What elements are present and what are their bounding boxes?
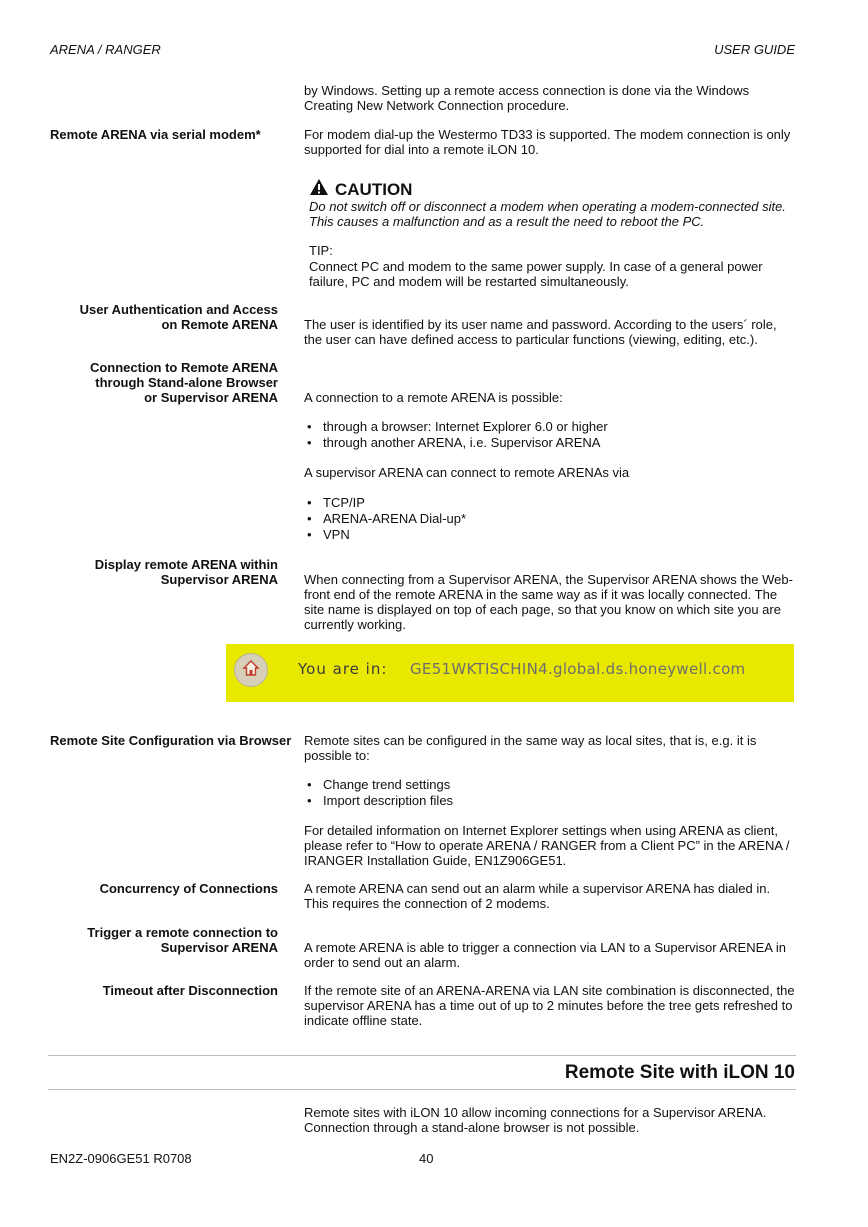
caution-text: Do not switch off or disconnect a modem when operating a modem-connected site. This causes a malfunction and as a result the need to reboot the PC.: [309, 199, 786, 229]
site-config-bullets: [304, 777, 453, 809]
header-left: ARENA / RANGER: [50, 42, 161, 57]
label-concurrency: Concurrency of Connections: [99, 881, 278, 896]
tip-label: TIP:: [309, 243, 333, 258]
caution-heading: [309, 178, 412, 201]
text-trigger: A remote ARENA is able to trigger a connection via LAN to a Supervisor ARENEA in order to send out an alarm.: [304, 940, 786, 970]
intro-text: by Windows. Setting up a remote access connection is done via the Windows Creating New Network Connection procedure.: [304, 83, 750, 113]
label-serial-modem: Remote ARENA via serial modem*: [50, 127, 261, 142]
connection-bullets: [304, 419, 608, 451]
text-serial-modem: For modem dial-up the Westermo TD33 is supported. The modem connection is only supported for dial into a remote iLON 10.: [304, 127, 791, 157]
footer-page-number: 40: [419, 1151, 434, 1166]
text-site-config: Remote sites can be configured in the same way as local sites, that is, e.g. it is possible to:: [304, 733, 757, 763]
list-item: • Import description files: [304, 793, 453, 809]
header-right: USER GUIDE: [714, 42, 795, 57]
home-icon: [242, 659, 260, 682]
label-site-config: Remote Site Configuration via Browser: [50, 733, 292, 748]
list-item: • TCP/IP: [304, 495, 466, 511]
list-item: • ARENA-ARENA Dial-up*: [304, 511, 466, 527]
text-connection: A connection to a remote ARENA is possible:: [304, 390, 563, 405]
text-display-remote: When connecting from a Supervisor ARENA, the Supervisor ARENA shows the Web-front end of the remote ARENA in the same way as if it was locally connected. The site name is displayed on top of each page, so that you know on which site you are currently working.: [304, 572, 793, 632]
section-rule-top: [48, 1055, 796, 1056]
home-button[interactable]: [234, 653, 268, 687]
list-item: • through another ARENA, i.e. Supervisor ARENA: [304, 435, 608, 451]
banner-label: You are in:: [298, 660, 388, 678]
label-trigger: Trigger a remote connection to Supervisor ARENA: [87, 925, 278, 955]
caution-title: CAUTION: [335, 179, 413, 199]
label-connection: Connection to Remote ARENA through Stand-alone Browser or Supervisor ARENA: [89, 360, 278, 405]
text-concurrency: A remote ARENA can send out an alarm while a supervisor ARENA has dialed in. This requires the connection of 2 modems.: [304, 881, 771, 911]
connection-bullets-2: [304, 495, 466, 543]
banner-site-name: GE51WKTISCHIN4.global.ds.honeywell.com: [410, 660, 746, 678]
text-ilon: Remote sites with iLON 10 allow incoming connections for a Supervisor ARENA. Connection through a stand-alone browser is not possible.: [304, 1105, 767, 1135]
list-item: • through a browser: Internet Explorer 6.0 or higher: [304, 419, 608, 435]
site-location-banner: [226, 644, 794, 702]
list-item: • VPN: [304, 527, 466, 543]
section-title: Remote Site with iLON 10: [564, 1062, 795, 1083]
tip-text: Connect PC and modem to the same power supply. In case of a general power failure, PC and modem will be restarted simultaneously.: [309, 259, 763, 289]
text-connection-2: A supervisor ARENA can connect to remote ARENAs via: [304, 465, 630, 480]
text-timeout: If the remote site of an ARENA-ARENA via LAN site combination is disconnected, the supervisor ARENA has a time out of up to 2 minutes before the tree gets refreshed to indicate offline state.: [304, 983, 795, 1028]
footer-doc-id: EN2Z-0906GE51 R0708: [50, 1151, 192, 1166]
list-item: • Change trend settings: [304, 777, 453, 793]
warning-icon: [309, 178, 329, 201]
label-user-auth: User Authentication and Access on Remote ARENA: [79, 302, 278, 332]
text-user-auth: The user is identified by its user name and password. According to the users´ role, the user can have defined access to particular functions (viewing, editing, etc.).: [304, 317, 777, 347]
label-timeout: Timeout after Disconnection: [102, 983, 278, 998]
label-display-remote: Display remote ARENA within Supervisor ARENA: [94, 557, 278, 587]
text-site-config-2: For detailed information on Internet Explorer settings when using ARENA as client, please refer to “How to operate ARENA / RANGER from a Client PC” in the ARENA / IRANGER Installation Guide, EN1Z906GE51.: [304, 823, 790, 868]
section-rule-bottom: [48, 1089, 796, 1090]
